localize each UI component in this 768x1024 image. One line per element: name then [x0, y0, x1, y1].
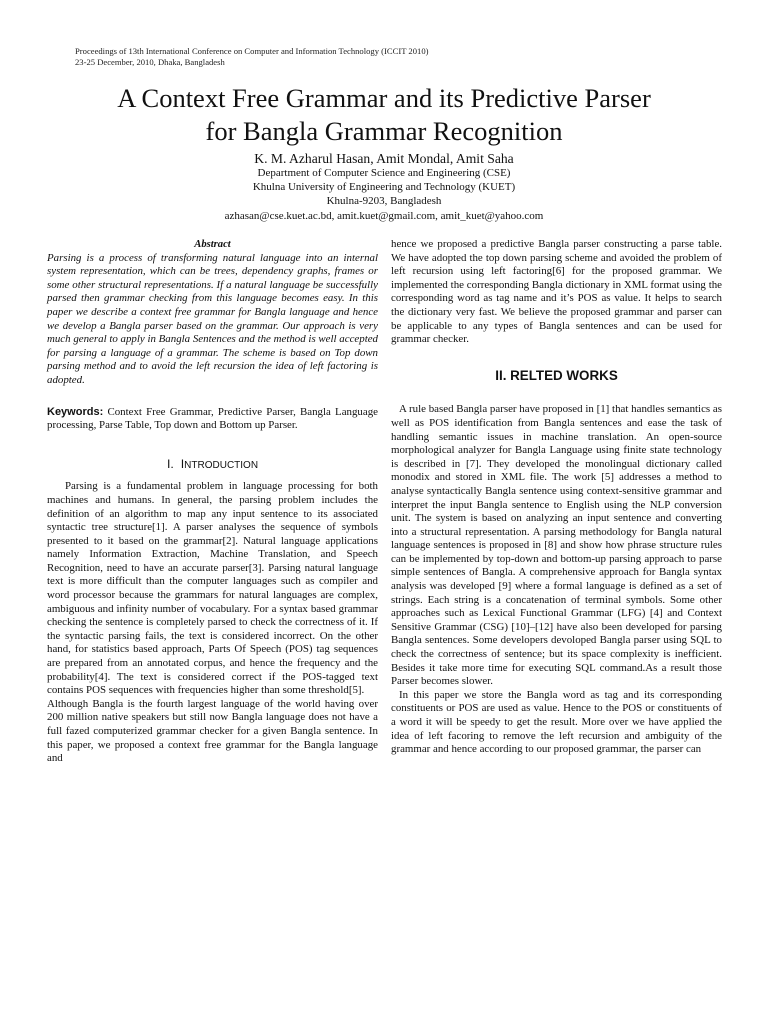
email-list: azhasan@cse.kuet.ac.bd, amit.kuet@gmail.com, amit_kuet@yahoo.com	[224, 209, 544, 222]
department: Department of Computer Science and Engineering (CSE)	[257, 167, 511, 179]
title-line-2: for Bangla Grammar Recognition	[205, 116, 563, 146]
proceedings-line: Proceedings of 13th International Conference on Computer and Information Technology (ICCIT 2010)	[75, 46, 429, 56]
section-heading-related-works: II. RELTED WORKS	[495, 367, 618, 383]
related-works-paragraph-2: In this paper we store the Bangla word as tag and its corresponding constituents or POS are used as value. Hence to the POS or constituents of a word it will be speedy to get the result. More over we have applied the idea of left facoring to remove the left recursion and ambiguity of the grammar and hence according to our proposed grammar, the parser can	[391, 688, 722, 756]
keywords-label: Keywords:	[47, 405, 104, 418]
proceedings-header	[75, 46, 429, 68]
university: Khulna University of Engineering and Technology (KUET)	[252, 181, 516, 194]
city: Khulna-9203, Bangladesh	[326, 195, 442, 208]
section-heading-introduction	[47, 458, 378, 473]
title-line-1: A Context Free Grammar and its Predictive Parser	[117, 83, 651, 113]
author-list: K. M. Azharul Hasan, Amit Mondal, Amit Saha	[254, 151, 514, 166]
section-number: I.	[166, 456, 174, 471]
conference-date-line: 23-25 December, 2010, Dhaka, Bangladesh	[75, 57, 225, 67]
right-column	[391, 238, 722, 757]
related-works-paragraph-1: A rule based Bangla parser have proposed in [1] that handles semantics as well as POS identification from Bangla sentences and ease the task of handling semantic issues in machine translation. An open-source morphological analyzer for Bangla Language using finite state technology is described in [7]. They developed the monolingual dictionary called monodix and stored in XML file. The work [5] addresses a method to analyse syntactically Bangla sentence using context-sensitive grammar and interpret the input Bangla sentence to English using the NLP conversion unit. The system is based on analyzing an input sentence and converting into a structural representation. A parsing methodology for Bangla natural language sentences is proposed in [8] and show how phrase structure rules can be implemented by top-down and bottom-up parsing approach to parse simple sentences of Bangla. A comprehensive approach for Bangla syntax analysis was developed [9] where a formal language is defined as a set of strings. Each string is a concatenation of terminal symbols. Some other approaches such as Lexical Functional Grammar (LFG) [4] and Context Sensitive Grammar (CSG) [10]–[12] have also been developed for parsing Bangla sentences. Some developers devoloped Bangla parser using SQL to check the correctness of sentence; but its space complexity is inefficient. Besides it take more time for executing SQL command.As a result those Parser becomes slower.	[391, 403, 722, 688]
left-column	[47, 238, 378, 766]
intro-continuation: hence we proposed a predictive Bangla parser constructing a parse table. We have adopted the top down parsing scheme and avoided the problem of left recursion using left factoring[6] for the proposed grammar. We implemented the corresponding Bangla dictionary in XML format using the corresponding word as tag name and it’s POS as value. It helps to search the dictionary very fast. We believe the proposed grammar and parser can be applicable to any types of Bangla sentences and can be used for grammar checker.	[391, 238, 722, 346]
keywords-text: Context Free Grammar, Predictive Parser, Bangla Language processing, Parse Table, Top down and Bottom up Parser.	[47, 405, 378, 432]
abstract-body: Parsing is a process of transforming natural language into an internal system representation, which can be trees, dependency graphs, frames or some other structural representations. If a natural language be successfully parsed then grammar checking from this language becomes easy. In this paper we describe a context free grammar for Bangla language and hence we develop a Bangla parser based on the grammar. Our approach is very much general to apply in Bangla Sentences and the method is well accepted for parsing a language of a grammar. The scheme is based on Top down parsing method and to avoid the left recursion the idea of left factoring is adopted.	[47, 251, 378, 386]
section-title-rest: NTRODUCTION	[184, 459, 259, 471]
intro-paragraph-2: Although Bangla is the fourth largest language of the world having over 200 million native speakers but still now Bangla language does not have a full fazed computerized grammar checker for a given Bangla sentence. In this paper, we proposed a context free grammar for the Bangla language and	[47, 697, 378, 765]
intro-paragraph-1: Parsing is a fundamental problem in language processing for both machines and humans. In general, the parsing problem includes the definition of an algorithm to map any input sentence to its associated syntactic tree structure[1]. A parser analyses the sequence of symbols presented to it based on the grammar[2]. Natural language applications namely Information Extraction, Machine Translation, and Speech Recognition, need to have an accurate parser[3]. Parsing natural language text is more difficult than the computer languages such as compiler and word processor because the grammars for natural languages are complex, ambiguous and infinity number of vocabulary. For a syntax based grammar checking the sentence is completely parsed to check the correctness of it. If the syntactic parsing fails, the text is considered incorrect. On the other hand, for statistics based approach, Parts Of Speech (POS) tag sequences are prepared from an annotated corpus, and hence the frequency and the probability[4]. The text is considered correct if the POS-tagged text contains POS sequences with frequencies higher than some threshold[5].	[47, 480, 378, 697]
affiliation-block	[0, 166, 768, 223]
abstract-heading: Abstract	[194, 239, 231, 250]
paper-title	[0, 82, 768, 148]
keywords-paragraph	[47, 406, 378, 433]
section-first-letter: I	[180, 456, 185, 471]
